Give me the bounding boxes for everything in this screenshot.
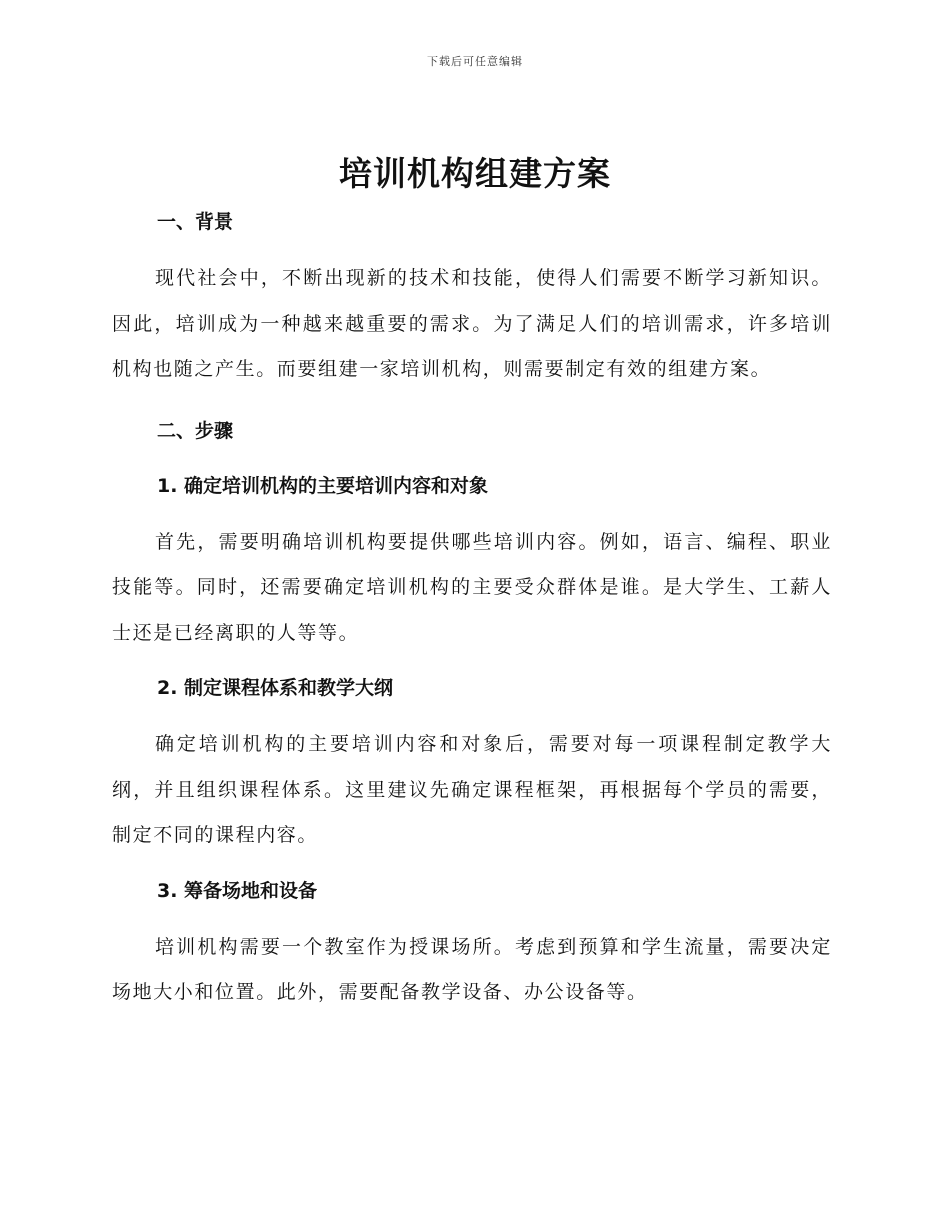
section-heading-background: 一、背景	[157, 211, 234, 233]
step-1-paragraph: 首先，需要明确培训机构要提供哪些培训内容。例如，语言、编程、职业技能等。同时，还需要确定培训机构的主要受众群体是谁。是大学生、工薪人士还是已经离职的人等等。	[112, 530, 832, 644]
step-2-heading: 2. 制定课程体系和教学大纲	[157, 677, 394, 699]
step-1-heading: 1. 确定培训机构的主要培训内容和对象	[157, 474, 489, 497]
background-paragraph: 现代社会中，不断出现新的技术和技能，使得人们需要不断学习新知识。因此，培训成为一种越来越重要的需求。为了满足人们的培训需求，许多培训机构也随之产生。而要组建一家培训机构，则需要制定有效的组建方案。	[112, 267, 832, 380]
step-3-heading: 3. 筹备场地和设备	[157, 879, 318, 902]
step-2-paragraph: 确定培训机构的主要培训内容和对象后，需要对每一项课程制定教学大纲，并且组织课程体系。这里建议先确定课程框架，再根据每个学员的需要，制定不同的课程内容。	[112, 733, 832, 846]
section-heading-steps: 二、步骤	[157, 419, 234, 442]
step-3-paragraph: 培训机构需要一个教室作为授课场所。考虑到预算和学生流量，需要决定场地大小和位置。此外，需要配备教学设备、办公设备等。	[112, 935, 832, 1003]
document-title: 培训机构组建方案	[339, 154, 611, 193]
page-header-note: 下载后可任意编辑	[427, 55, 523, 68]
document-body	[112, 200, 832, 1016]
